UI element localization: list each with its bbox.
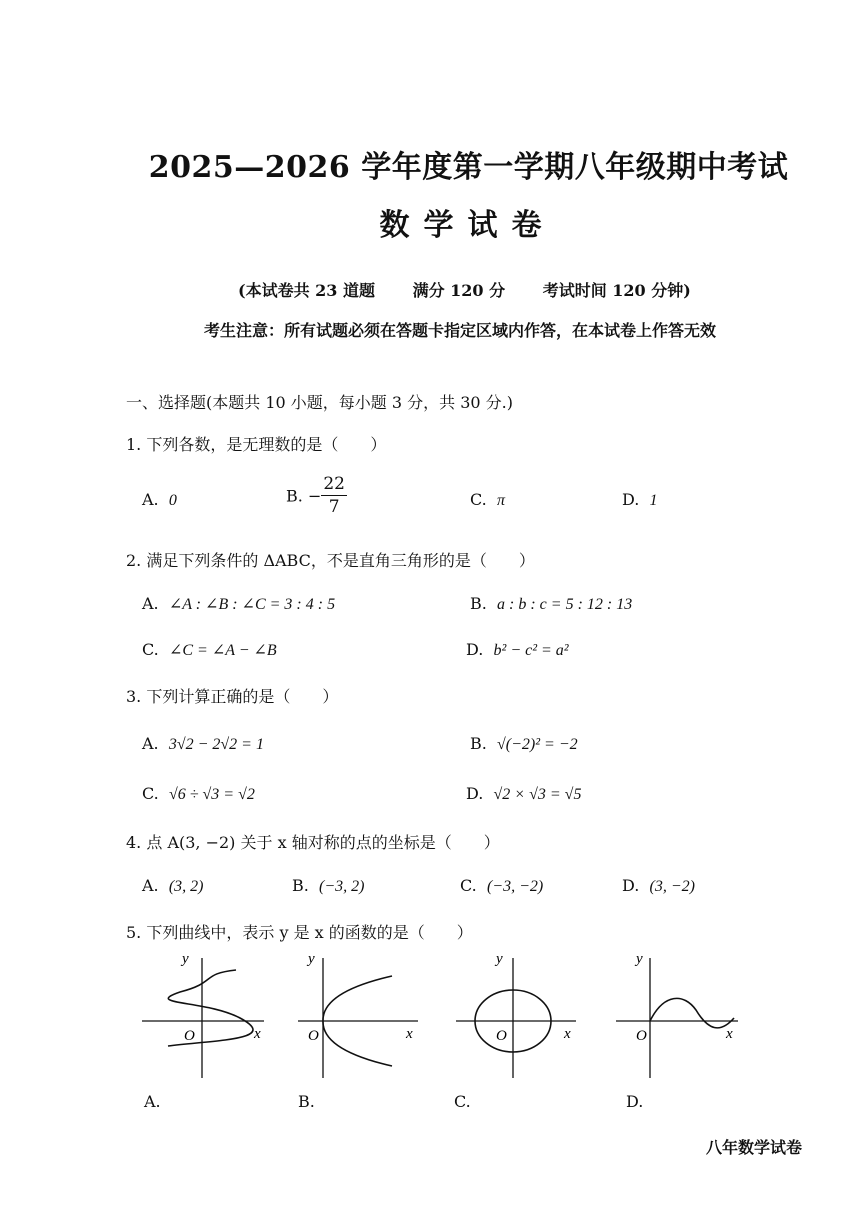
y-label: y bbox=[636, 951, 643, 967]
origin-label: O bbox=[636, 1028, 647, 1044]
origin-label: O bbox=[184, 1028, 195, 1044]
x-label: x bbox=[726, 1026, 733, 1042]
x-label: x bbox=[254, 1026, 261, 1042]
q5-option-d[interactable]: D. bbox=[626, 1092, 644, 1111]
x-label: x bbox=[406, 1026, 413, 1042]
curve bbox=[650, 998, 734, 1028]
q2-option-a[interactable]: A. ∠A : ∠B : ∠C = 3 : 4 : 5 bbox=[142, 594, 336, 613]
q4-option-c[interactable]: C. (−3, −2) bbox=[460, 876, 544, 895]
q2-option-d[interactable]: D. b² − c² = a² bbox=[466, 640, 569, 659]
q5-graph-b[interactable] bbox=[292, 948, 432, 1083]
origin-label: O bbox=[496, 1028, 507, 1044]
question-1-stem: 1. 下列各数，是无理数的是（ ） bbox=[126, 435, 387, 454]
x-label: x bbox=[564, 1026, 571, 1042]
q1-option-a[interactable]: A. 0 bbox=[142, 490, 177, 509]
q3-option-b[interactable]: B. √(−2)² = −2 bbox=[470, 734, 578, 753]
question-count: (本试卷共 23 道题 bbox=[238, 281, 375, 300]
question-4-stem: 4. 点 A(3, −2) 关于 x 轴对称的点的坐标是（ ） bbox=[126, 833, 500, 852]
y-label: y bbox=[496, 951, 503, 967]
page-footer: 八年数学试卷 bbox=[706, 1138, 803, 1157]
q4-option-b[interactable]: B. (−3, 2) bbox=[292, 876, 365, 895]
q2-option-b[interactable]: B. a : b : c = 5 : 12 : 13 bbox=[470, 594, 633, 613]
q1-option-d[interactable]: D. 1 bbox=[622, 490, 658, 509]
q4-option-a[interactable]: A. (3, 2) bbox=[142, 876, 204, 895]
exam-notice: 考生注意：所有试题必须在答题卡指定区域内作答，在本试卷上作答无效 bbox=[204, 321, 717, 340]
exam-subtitle: 数学试卷 bbox=[379, 208, 556, 243]
full-score: 满分 120 分 bbox=[412, 281, 506, 300]
q3-option-a[interactable]: A. 3√2 − 2√2 = 1 bbox=[142, 734, 264, 753]
q4-option-d[interactable]: D. (3, −2) bbox=[622, 876, 695, 895]
section-heading: 一、选择题(本题共 10 小题，每小题 3 分，共 30 分.) bbox=[126, 393, 513, 412]
y-label: y bbox=[182, 951, 189, 967]
question-3-stem: 3. 下列计算正确的是（ ） bbox=[126, 687, 339, 706]
question-2-stem: 2. 满足下列条件的 ΔABC，不是直角三角形的是（ ） bbox=[126, 551, 535, 570]
q5-option-a[interactable]: A. bbox=[144, 1092, 161, 1111]
q5-graph-a[interactable] bbox=[136, 948, 276, 1083]
exam-duration: 考试时间 120 分钟) bbox=[542, 281, 691, 300]
question-5-stem: 5. 下列曲线中，表示 y 是 x 的函数的是（ ） bbox=[126, 923, 473, 942]
q1-option-c[interactable]: C. π bbox=[470, 490, 505, 509]
q1-option-b[interactable]: B. − $\frac{22}{7}$ bbox=[286, 474, 345, 517]
q3-option-d[interactable]: D. √2 × √3 = √5 bbox=[466, 784, 582, 803]
q5-graph-d[interactable] bbox=[612, 948, 752, 1083]
q2-option-c[interactable]: C. ∠C = ∠A − ∠B bbox=[142, 640, 277, 659]
exam-info bbox=[238, 278, 723, 301]
exam-title: 2025—2026 学年度第一学期八年级期中考试 bbox=[148, 150, 789, 185]
q5-graph-c[interactable] bbox=[452, 948, 592, 1083]
fraction: $\frac{22}{7}$ bbox=[323, 474, 345, 517]
origin-label: O bbox=[308, 1028, 319, 1044]
q5-option-b[interactable]: B. bbox=[298, 1092, 315, 1111]
q3-option-c[interactable]: C. √6 ÷ √3 = √2 bbox=[142, 784, 255, 803]
curve bbox=[168, 970, 253, 1046]
q5-option-c[interactable]: C. bbox=[454, 1092, 471, 1111]
y-label: y bbox=[308, 951, 315, 967]
